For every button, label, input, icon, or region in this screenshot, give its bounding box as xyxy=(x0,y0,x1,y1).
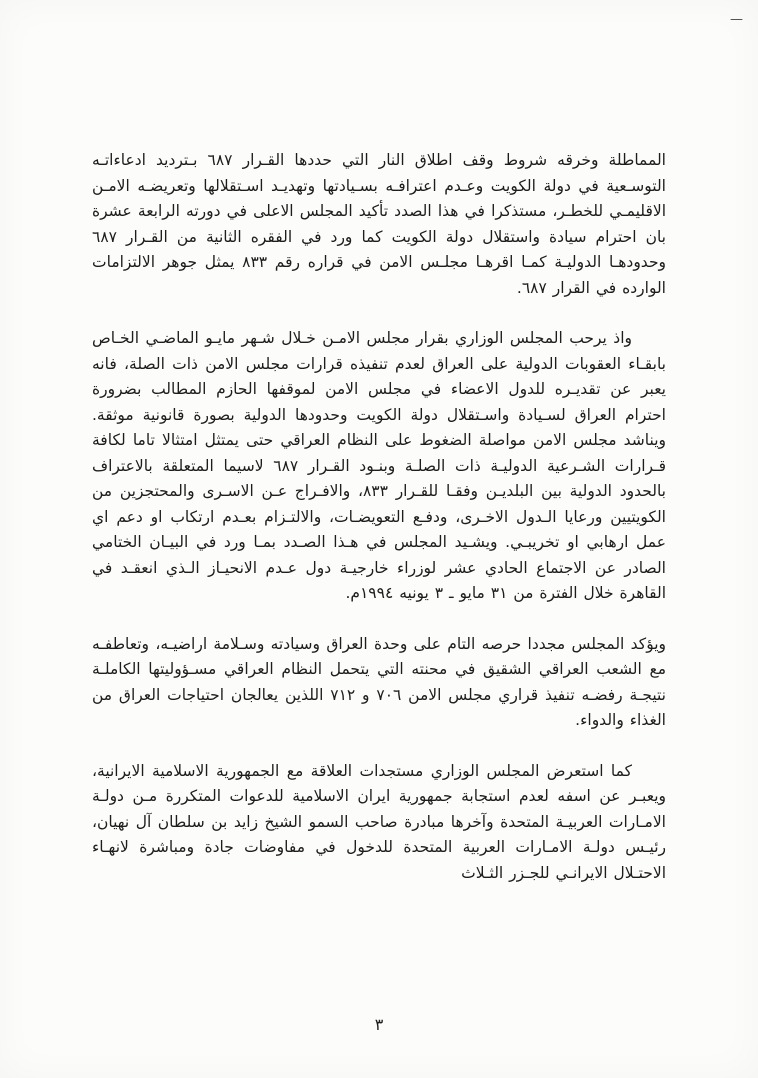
paragraph: واذ يرحب المجلس الوزاري بقرار مجلس الامـن خـلال شـهر مايـو الماضـي الخـاص بابقـاء العقوبات الدولية على العراق لعدم تنفيذه قرارات مجلس الامن ذات الصلة، فانه يعبر عن تقديـره للدول الاعضاء في مجلس الامن لموقفها الحازم المطالب بضرورة احترام العراق لسـيادة واسـتقلال دولة الكويت وحدودها الدولية بصورة قانونية موثقة. ويناشد مجلس الامن مواصلة الضغوط على النظام العراقي حتى يمتثل امتثالا تاما لكافة قـرارات الشـرعية الدوليـة ذات الصلـة وبنـود القـرار ٦٨٧ لاسيما المتعلقة بالاعتراف بالحدود الدولية بين البلديـن وفقـا للقـرار ٨٣٣، والافـراج عـن الاسـرى والمحتجزين من الكويتيين ورعايا الـدول الاخـرى، ودفـع التعويضـات، والالتـزام بعـدم ارتكاب او دعم اي عمل ارهابي او تخريبـي. ويشـيد المجلس في هـذا الصـدد بمـا ورد في البيـان الختامي الصادر عن الاجتماع الحادي عشر لوزراء خارجيـة دول عـدم الانحيـاز الـذي انعقـد في القاهرة خلال الفترة من ٣١ مايو ـ ٣ يونيه ١٩٩٤م. xyxy=(92,329,666,602)
page-corner-mark: — xyxy=(730,12,742,27)
document-text-block xyxy=(92,148,666,911)
page-number: ٣ xyxy=(374,1015,384,1034)
paragraph: كما استعرض المجلس الوزاري مستجدات العلاقة مع الجمهورية الاسلامية الايرانية، ويعبـر عن اسفه لعدم استجابة جمهورية ايران الاسلامية للدعوات المتكررة مـن دولـة الامـارات العربيـة المتحدة وآخرها مبادرة صاحب السمو الشيخ زايد بن سلطان آل نهيان، رئيـس دولـة الامـارات العربية المتحدة للدخول في مفاوضات جادة ومباشرة لانهـاء الاحتـلال الايرانـي للجـزر الثـلاث xyxy=(92,761,666,882)
paragraph: ويؤكد المجلس مجددا حرصه التام على وحدة العراق وسيادته وسـلامة اراضيـه، وتعاطفـه مع الشعب العراقي الشقيق في محنته التي يتحمل النظام العراقي مسـؤوليتها الكاملـة نتيجـة رفضـه تنفيذ قراري مجلس الامن ٧٠٦ و ٧١٢ اللذين يعالجان احتياجات العراق من الغذاء والدواء. xyxy=(92,634,666,729)
paragraph: المماطلة وخرقه شروط وقف اطلاق النار التي حددها القـرار ٦٨٧ بـترديد ادعاءاتـه التوسـعية في دولة الكويت وعـدم اعترافـه بسـيادتها وتهديـد اسـتقلالها وتعريضـه الامـن الاقليمـي للخطـر، مستذكرا في هذا الصدد تأكيد المجلس الاعلى في دورته الرابعة عشرة بان احترام سيادة واستقلال دولة الكويت كما ورد في الفقره الثانية من القـرار ٦٨٧ وحدودهـا الدوليـة كمـا اقرهـا مجلـس الامن في قراره رقم ٨٣٣ يمثل جوهر الالتزامات الوارده في القرار ٦٨٧. xyxy=(92,151,667,297)
